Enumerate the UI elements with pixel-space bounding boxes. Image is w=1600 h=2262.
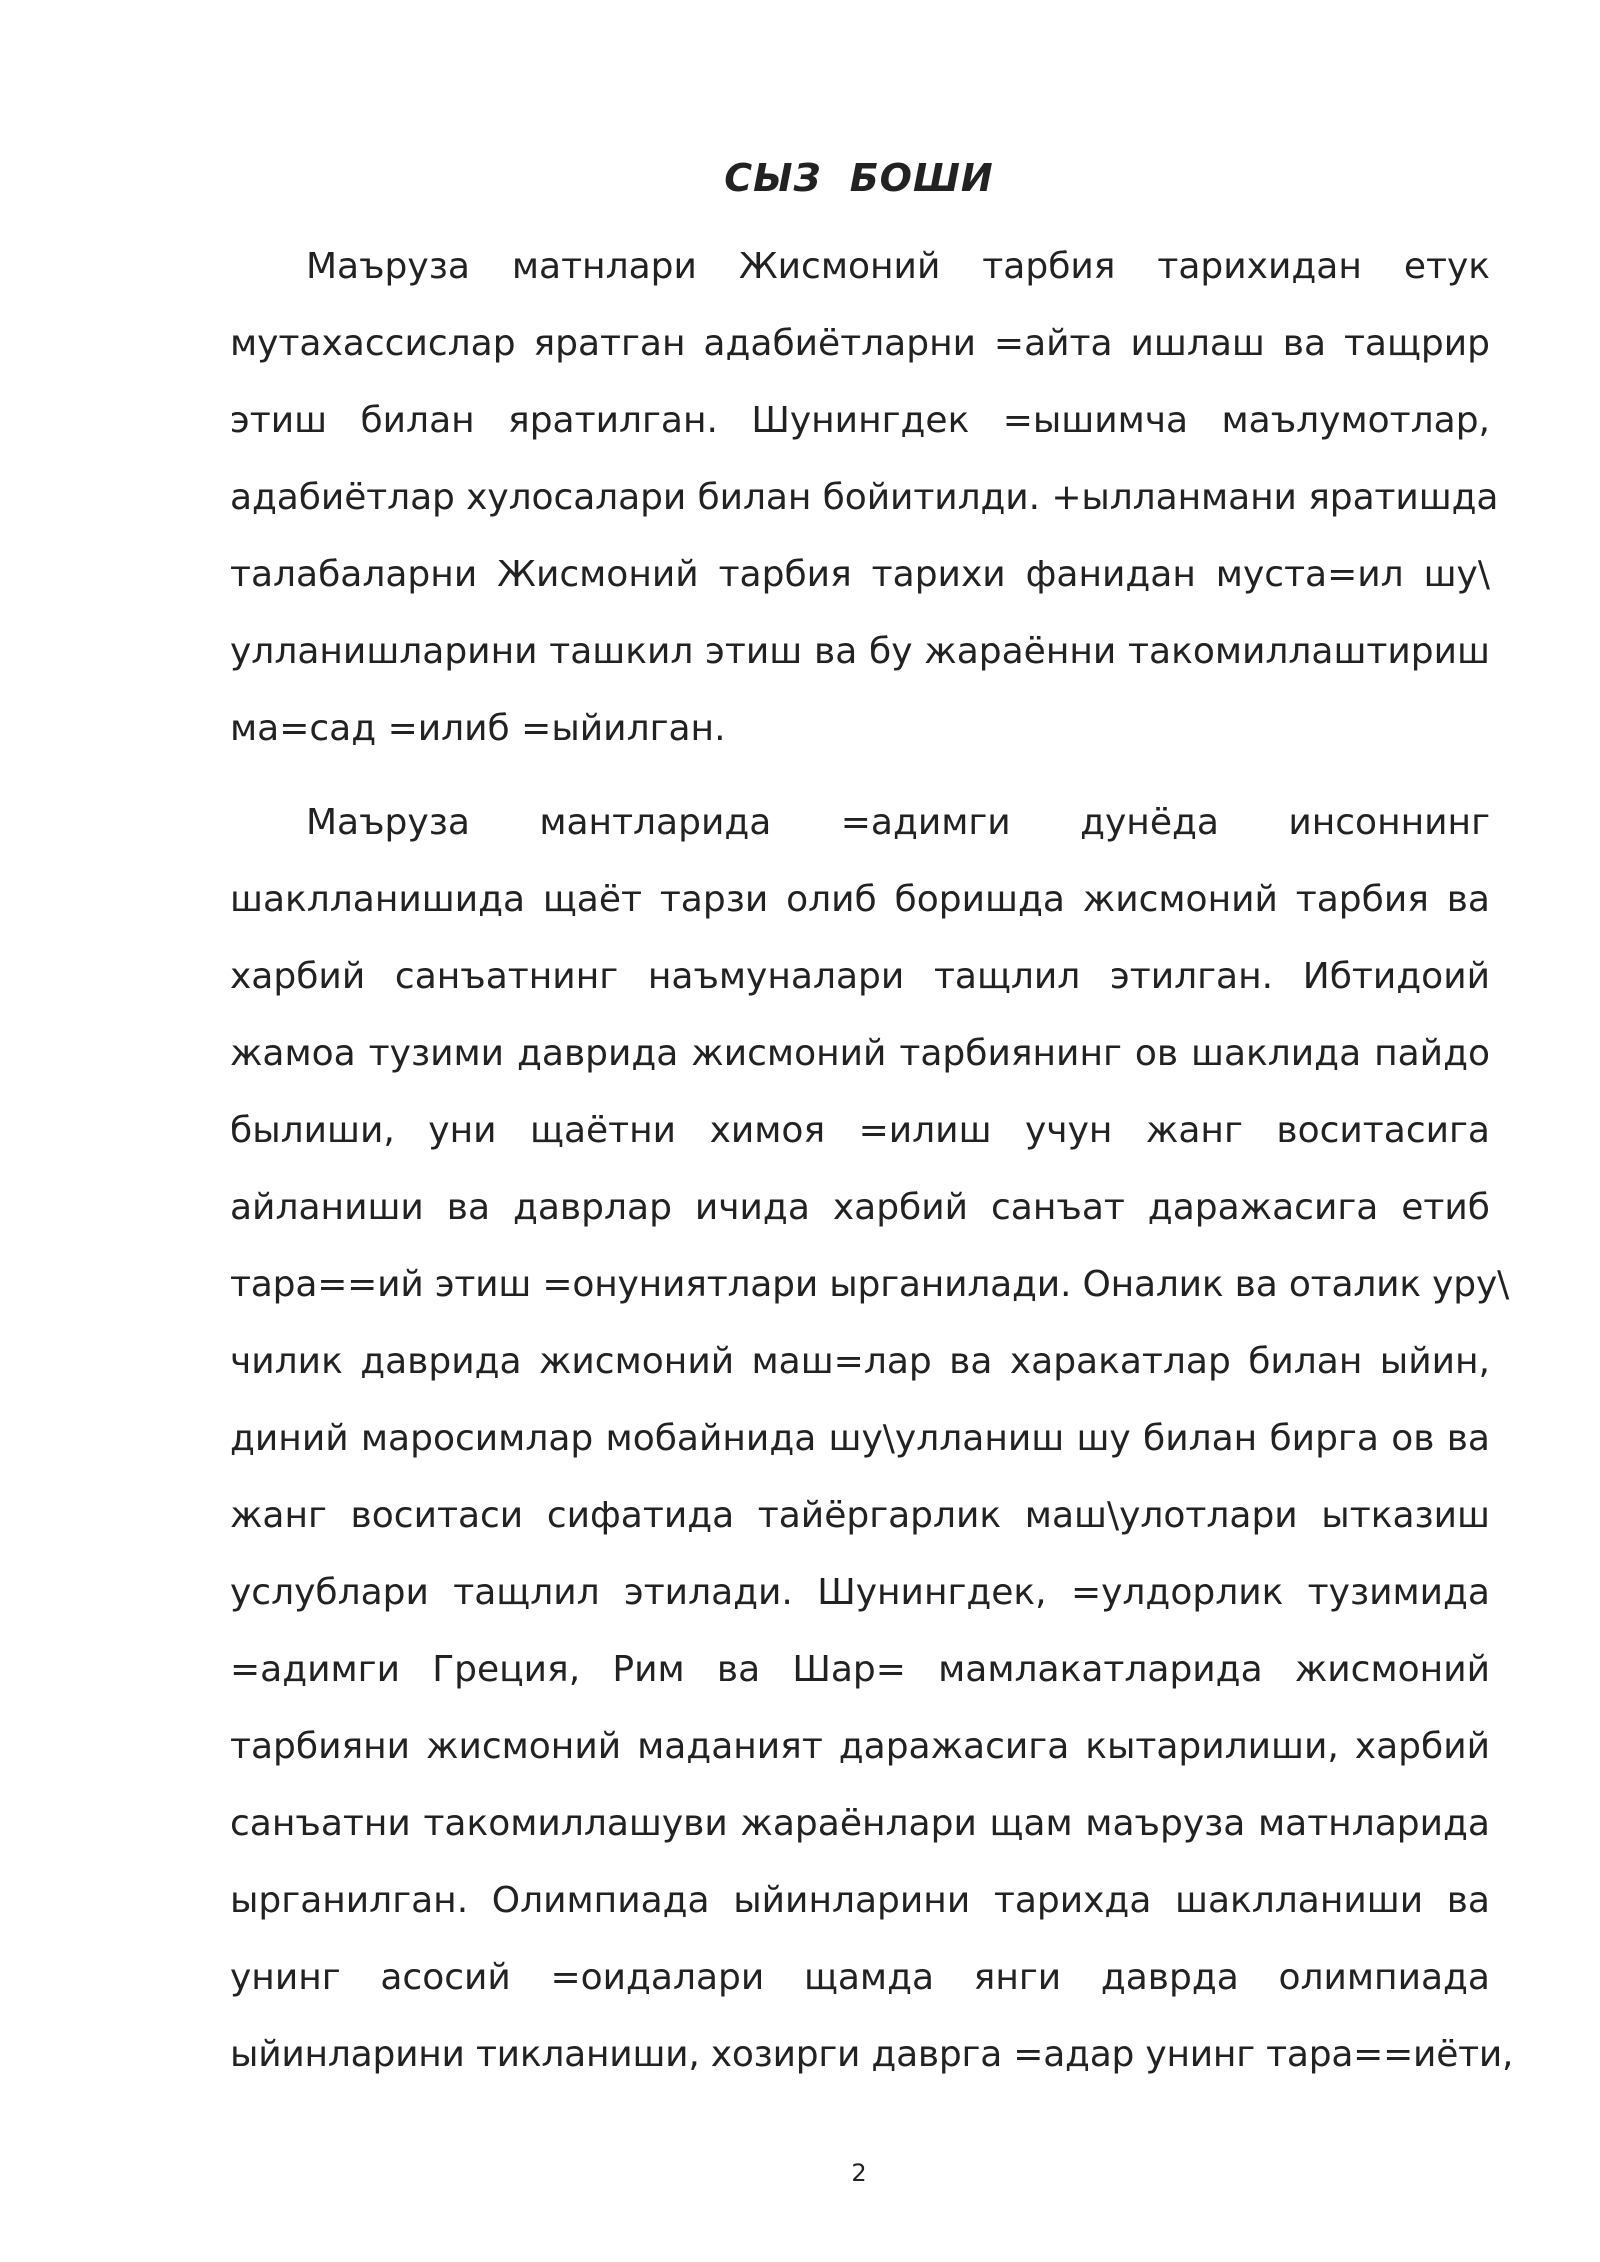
text-line: талабаларни Жисмоний тарбия тарихи фанидан муста=ил шу\ (230, 554, 1490, 595)
text-line: этиш билан яратилган. Шунингдек =ышимча маълумотлар, (230, 400, 1490, 441)
body-text (230, 228, 1514, 2093)
page-number: 2 (851, 2159, 867, 2187)
text-line: айланиши ва даврлар ичида харбий санъат даражасига етиб (230, 1187, 1490, 1228)
text-line: улланишларини ташкил этиш ва бу жараённи такомиллаштириш (230, 631, 1490, 672)
text-line: ырганилган. Олимпиада ыйинларини тарихда шаклланиши ва (230, 1880, 1490, 1921)
text-line: ма=сад =илиб =ыйилган. (230, 708, 726, 749)
text-line: харбий санъатнинг наъмуналари тащлил этилган. Ибтидоий (230, 956, 1490, 997)
text-line: санъатни такомиллашуви жараёнлари щам маъруза матнларида (230, 1803, 1490, 1844)
text-line: =адимги Греция, Рим ва Шар= мамлакатларида жисмоний (230, 1649, 1490, 1690)
text-line: диний маросимлар мобайнида шу\улланиш шу билан бирга ов ва (230, 1418, 1490, 1459)
text-line: ыйинларини тикланиши, хозирги даврга =адар унинг тара==иёти, (230, 2034, 1514, 2075)
text-line: тарбияни жисмоний маданият даражасига кытарилиши, харбий (230, 1726, 1490, 1767)
page-title: СЫЗ БОШИ (724, 156, 994, 200)
paragraph-1 (230, 228, 1499, 767)
text-line: шаклланишида щаёт тарзи олиб боришда жисмоний тарбия ва (230, 879, 1490, 920)
text-line: мутахассислар яратган адабиётларни =айта ишлаш ва тащрир (230, 323, 1490, 364)
text-line: былиши, уни щаётни химоя =илиш учун жанг воситасига (230, 1110, 1490, 1151)
text-line: жанг воситаси сифатида тайёргарлик маш\улотлари ытказиш (230, 1495, 1490, 1536)
text-line: чилик даврида жисмоний маш=лар ва харакатлар билан ыйин, (230, 1341, 1490, 1382)
text-line: Маъруза матнлари Жисмоний тарбия тарихидан етук (306, 246, 1490, 287)
text-line: унинг асосий =оидалари щамда янги даврда олимпиада (230, 1957, 1490, 1998)
text-line: жамоа тузими даврида жисмоний тарбиянинг ов шаклида пайдо (230, 1033, 1490, 1074)
text-line: услублари тащлил этилади. Шунингдек, =улдорлик тузимида (230, 1572, 1490, 1613)
paragraph-2 (230, 784, 1514, 2093)
text-line: Маъруза мантларида =адимги дунёда инсоннинг (306, 802, 1490, 843)
text-line: адабиётлар хулосалари билан бойитилди. +ылланмани яратишда (230, 477, 1499, 518)
text-line: тара==ий этиш =онуниятлари ырганилади. Оналик ва оталик уру\ (230, 1264, 1510, 1305)
